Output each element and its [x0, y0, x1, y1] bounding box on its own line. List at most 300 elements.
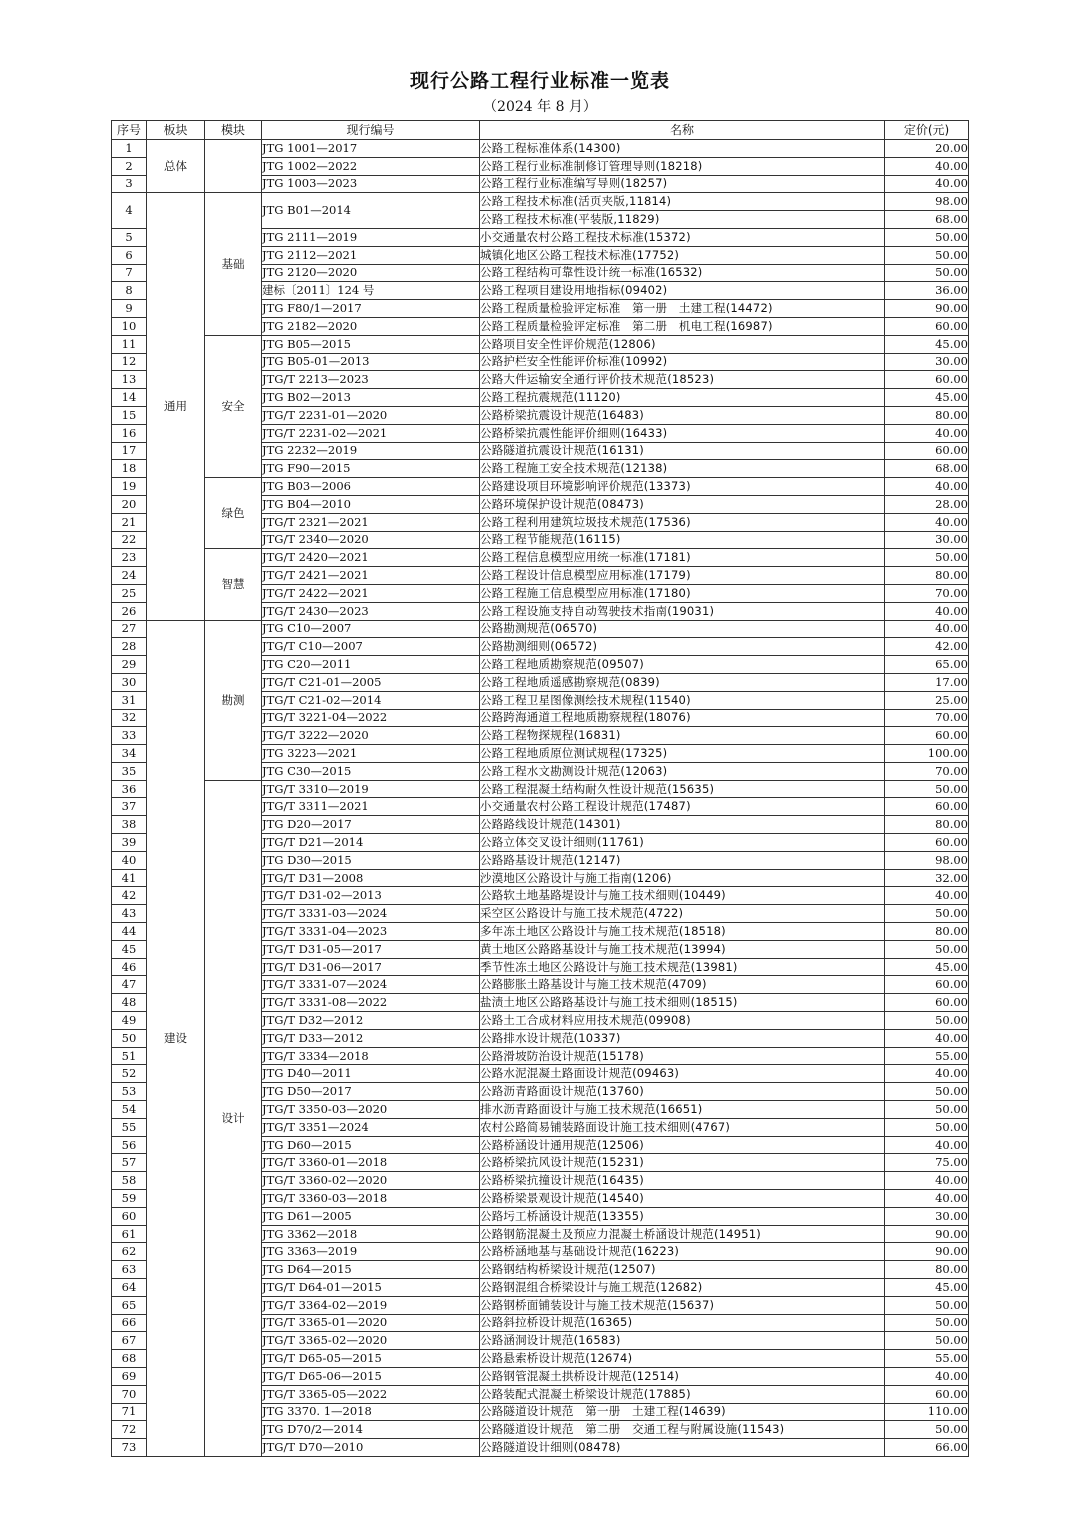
standard-price: 100.00: [885, 745, 969, 763]
standard-price: 50.00: [885, 940, 969, 958]
header-price: 定价(元): [885, 121, 969, 140]
standard-code: JTG/T 3221-04—2022: [262, 709, 480, 727]
standard-code: JTG B04—2010: [262, 495, 480, 513]
row-number: 59: [112, 1190, 147, 1208]
standard-code: JTG/T D31-06—2017: [262, 958, 480, 976]
standard-code: JTG/T 3222—2020: [262, 727, 480, 745]
standard-price: 110.00: [885, 1403, 969, 1421]
row-number: 52: [112, 1065, 147, 1083]
standard-name: 城镇化地区公路工程技术标准(17752): [480, 246, 885, 264]
standard-price: 40.00: [885, 1029, 969, 1047]
standard-code: JTG 2112—2021: [262, 246, 480, 264]
standard-name: 公路桥梁抗撞设计规范(16435): [480, 1172, 885, 1190]
standard-code: JTG/T 2231-01—2020: [262, 406, 480, 424]
standard-code: JTG B05-01—2013: [262, 353, 480, 371]
standard-price: 50.00: [885, 264, 969, 282]
standard-name: 公路工程施工安全技术规范(12138): [480, 460, 885, 478]
standard-code: JTG 2232—2019: [262, 442, 480, 460]
standard-name: 公路护栏安全性能评价标准(10992): [480, 353, 885, 371]
standard-code: JTG/T D33—2012: [262, 1029, 480, 1047]
module-cell: 智慧: [205, 549, 262, 620]
standard-code: JTG/T 3360-02—2020: [262, 1172, 480, 1190]
row-number: 29: [112, 656, 147, 674]
standard-name: 公路工程设计信息模型应用标准(17179): [480, 567, 885, 585]
row-number: 53: [112, 1083, 147, 1101]
standard-price: 45.00: [885, 335, 969, 353]
standard-price: 70.00: [885, 762, 969, 780]
row-number: 62: [112, 1243, 147, 1261]
standard-code: JTG/T 3360-03—2018: [262, 1190, 480, 1208]
standard-price: 80.00: [885, 406, 969, 424]
standard-name: 采空区公路设计与施工技术规范(4722): [480, 905, 885, 923]
standard-code: JTG/T 2420—2021: [262, 549, 480, 567]
standard-code: JTG/T D65-05—2015: [262, 1350, 480, 1368]
standard-code: JTG 1002—2022: [262, 157, 480, 175]
row-number: 67: [112, 1332, 147, 1350]
row-number: 34: [112, 745, 147, 763]
standard-code: JTG C10—2007: [262, 620, 480, 638]
standard-code: JTG 1003—2023: [262, 175, 480, 193]
standard-code: JTG/T C21-02—2014: [262, 691, 480, 709]
table-header-row: [112, 121, 969, 140]
table-row: [112, 549, 969, 567]
standard-price: 45.00: [885, 958, 969, 976]
header-no: 序号: [112, 121, 147, 140]
row-number: 8: [112, 282, 147, 300]
page-title: 现行公路工程行业标准一览表: [409, 70, 670, 92]
row-number: 37: [112, 798, 147, 816]
row-number: 60: [112, 1207, 147, 1225]
row-number: 50: [112, 1029, 147, 1047]
standard-name: 公路钢桥面铺装设计与施工技术规范(15637): [480, 1296, 885, 1314]
standard-code: JTG D64—2015: [262, 1261, 480, 1279]
standard-name: 盐渍土地区公路路基设计与施工技术细则(18515): [480, 994, 885, 1012]
standard-code: JTG D50—2017: [262, 1083, 480, 1101]
row-number: 64: [112, 1279, 147, 1297]
row-number: 47: [112, 976, 147, 994]
standard-name: 公路桥涵地基与基础设计规范(16223): [480, 1243, 885, 1261]
standard-price: 60.00: [885, 976, 969, 994]
standard-code: JTG 3362—2018: [262, 1225, 480, 1243]
standard-name: 公路工程地质勘察规范(09507): [480, 656, 885, 674]
standard-code: JTG D40—2011: [262, 1065, 480, 1083]
standard-price: 80.00: [885, 567, 969, 585]
row-number: 61: [112, 1225, 147, 1243]
standard-price: 80.00: [885, 923, 969, 941]
standard-code: JTG/T 2421—2021: [262, 567, 480, 585]
standard-code: JTG/T D21—2014: [262, 834, 480, 852]
standard-code: JTG B01—2014: [262, 193, 480, 229]
standard-price: 30.00: [885, 353, 969, 371]
standard-price: 50.00: [885, 1296, 969, 1314]
row-number: 12: [112, 353, 147, 371]
standard-name: 公路工程结构可靠性设计统一标准(16532): [480, 264, 885, 282]
standard-price: 30.00: [885, 531, 969, 549]
standard-code: JTG/T C10—2007: [262, 638, 480, 656]
row-number: 6: [112, 246, 147, 264]
standard-price: 45.00: [885, 389, 969, 407]
table-row: [112, 780, 969, 798]
module-cell: 基础: [205, 193, 262, 335]
module-cell: 安全: [205, 335, 262, 477]
standard-code: JTG/T 3331-04—2023: [262, 923, 480, 941]
row-number: 44: [112, 923, 147, 941]
standard-price: 40.00: [885, 513, 969, 531]
standard-code: JTG/T D64-01—2015: [262, 1279, 480, 1297]
page-subtitle: （2024 年 8 月）: [483, 99, 597, 115]
standard-price: 60.00: [885, 317, 969, 335]
row-number: 42: [112, 887, 147, 905]
standard-code: JTG B02—2013: [262, 389, 480, 407]
standard-price: 30.00: [885, 1207, 969, 1225]
standard-price: 40.00: [885, 478, 969, 496]
row-number: 13: [112, 371, 147, 389]
standard-name: 公路工程行业标准制修订管理导则(18218): [480, 157, 885, 175]
standard-price: 40.00: [885, 157, 969, 175]
standard-price: 28.00: [885, 495, 969, 513]
row-number: 26: [112, 602, 147, 620]
header-code: 现行编号: [262, 121, 480, 140]
standard-name: 公路工程质量检验评定标准 第一册 土建工程(14472): [480, 300, 885, 318]
standard-price: 40.00: [885, 1065, 969, 1083]
standard-price: 50.00: [885, 1421, 969, 1439]
row-number: 31: [112, 691, 147, 709]
row-number: 3: [112, 175, 147, 193]
standard-name: 公路钢混组合桥梁设计与施工规范(12682): [480, 1279, 885, 1297]
row-number: 10: [112, 317, 147, 335]
row-number: 14: [112, 389, 147, 407]
standard-price: 40.00: [885, 1172, 969, 1190]
standard-price: 70.00: [885, 709, 969, 727]
row-number: 54: [112, 1101, 147, 1119]
standard-name: 农村公路简易铺装路面设计施工技术细则(4767): [480, 1118, 885, 1136]
standard-code: JTG/T D65-06—2015: [262, 1367, 480, 1385]
standard-name: 季节性冻土地区公路设计与施工技术规范(13981): [480, 958, 885, 976]
standard-price: 25.00: [885, 691, 969, 709]
standard-price: 32.00: [885, 869, 969, 887]
module-cell: 绿色: [205, 478, 262, 549]
section-cell: 建设: [147, 620, 205, 1456]
standard-code: JTG C30—2015: [262, 762, 480, 780]
standard-name: 公路桥涵设计通用规范(12506): [480, 1136, 885, 1154]
standard-code: JTG/T 3365-02—2020: [262, 1332, 480, 1350]
row-number: 36: [112, 780, 147, 798]
header-name: 名称: [480, 121, 885, 140]
standard-name: 公路桥梁抗震性能评价细则(16433): [480, 424, 885, 442]
standard-code: JTG/T 2340—2020: [262, 531, 480, 549]
standard-name: 公路斜拉桥设计规范(16365): [480, 1314, 885, 1332]
standard-name: 公路环境保护设计规范(08473): [480, 495, 885, 513]
standard-name: 公路桥梁景观设计规范(14540): [480, 1190, 885, 1208]
standard-code: JTG/T 3331-03—2024: [262, 905, 480, 923]
standard-price: 60.00: [885, 1385, 969, 1403]
row-number: 4: [112, 193, 147, 229]
standard-price: 90.00: [885, 1225, 969, 1243]
standard-name: 多年冻土地区公路设计与施工技术规范(18518): [480, 923, 885, 941]
standard-name: 公路工程抗震规范(11120): [480, 389, 885, 407]
standard-code: JTG/T 3365-01—2020: [262, 1314, 480, 1332]
standard-price: 75.00: [885, 1154, 969, 1172]
standard-code: JTG D70/2—2014: [262, 1421, 480, 1439]
row-number: 49: [112, 1012, 147, 1030]
standard-price: 98.00: [885, 851, 969, 869]
standard-name: 公路装配式混凝土桥梁设计规范(17885): [480, 1385, 885, 1403]
standard-price: 40.00: [885, 175, 969, 193]
standard-code: JTG/T 3331-07—2024: [262, 976, 480, 994]
standards-table: [111, 120, 969, 1457]
row-number: 68: [112, 1350, 147, 1368]
row-number: 72: [112, 1421, 147, 1439]
standard-price: 90.00: [885, 300, 969, 318]
row-number: 73: [112, 1439, 147, 1457]
standard-price: 68.00: [885, 460, 969, 478]
standard-code: JTG/T 2213—2023: [262, 371, 480, 389]
module-cell: 设计: [205, 780, 262, 1456]
standard-code: JTG 3223—2021: [262, 745, 480, 763]
standard-name: 公路隧道设计规范 第一册 土建工程(14639): [480, 1403, 885, 1421]
standard-name: 公路钢管混凝土拱桥设计规范(12514): [480, 1367, 885, 1385]
standard-price: 68.00: [885, 211, 969, 229]
row-number: 58: [112, 1172, 147, 1190]
standard-name: 排水沥青路面设计与施工技术规范(16651): [480, 1101, 885, 1119]
standard-code: JTG/T 3360-01—2018: [262, 1154, 480, 1172]
row-number: 39: [112, 834, 147, 852]
standard-name: 公路桥梁抗震设计规范(16483): [480, 406, 885, 424]
standard-name: 公路工程施工信息模型应用标准(17180): [480, 584, 885, 602]
standard-name: 公路滑坡防治设计规范(15178): [480, 1047, 885, 1065]
row-number: 11: [112, 335, 147, 353]
standard-price: 40.00: [885, 1190, 969, 1208]
standard-code: JTG/T 3334—2018: [262, 1047, 480, 1065]
standard-name: 公路工程混凝土结构耐久性设计规范(15635): [480, 780, 885, 798]
standard-name: 公路土工合成材料应用技术规范(09908): [480, 1012, 885, 1030]
standard-price: 60.00: [885, 994, 969, 1012]
standard-code: JTG/T 3311—2021: [262, 798, 480, 816]
standard-price: 17.00: [885, 673, 969, 691]
standard-price: 45.00: [885, 1279, 969, 1297]
standard-name: 公路工程信息模型应用统一标准(17181): [480, 549, 885, 567]
standard-name: 小交通量农村公路工程技术标准(15372): [480, 228, 885, 246]
standard-code: JTG F90—2015: [262, 460, 480, 478]
standard-price: 55.00: [885, 1350, 969, 1368]
row-number: 63: [112, 1261, 147, 1279]
standard-code: JTG F80/1—2017: [262, 300, 480, 318]
standard-name: 公路沥青路面设计规范(13760): [480, 1083, 885, 1101]
row-number: 51: [112, 1047, 147, 1065]
standard-code: JTG 2111—2019: [262, 228, 480, 246]
row-number: 5: [112, 228, 147, 246]
standard-code: JTG/T 3331-08—2022: [262, 994, 480, 1012]
standard-code: 建标〔2011〕124 号: [262, 282, 480, 300]
standard-price: 98.00: [885, 193, 969, 211]
standard-price: 50.00: [885, 246, 969, 264]
row-number: 35: [112, 762, 147, 780]
standard-price: 40.00: [885, 424, 969, 442]
standard-code: JTG/T 3364-02—2019: [262, 1296, 480, 1314]
standard-price: 60.00: [885, 442, 969, 460]
standard-code: JTG/T D32—2012: [262, 1012, 480, 1030]
standard-price: 80.00: [885, 816, 969, 834]
row-number: 2: [112, 157, 147, 175]
standard-price: 90.00: [885, 1243, 969, 1261]
row-number: 65: [112, 1296, 147, 1314]
standard-name: 公路水泥混凝土路面设计规范(09463): [480, 1065, 885, 1083]
standard-name: 公路工程标准体系(14300): [480, 140, 885, 158]
standard-code: JTG 3370. 1—2018: [262, 1403, 480, 1421]
standard-code: JTG/T D31-05—2017: [262, 940, 480, 958]
standard-price: 20.00: [885, 140, 969, 158]
standard-name: 公路项目安全性评价规范(12806): [480, 335, 885, 353]
standard-name: 公路隧道设计细则(08478): [480, 1439, 885, 1457]
standard-price: 60.00: [885, 834, 969, 852]
table-body: [112, 140, 969, 1457]
section-cell: 总体: [147, 140, 205, 193]
row-number: 69: [112, 1367, 147, 1385]
standard-code: JTG B03—2006: [262, 478, 480, 496]
standard-name: 公路工程利用建筑垃圾技术规范(17536): [480, 513, 885, 531]
module-cell: [205, 140, 262, 193]
standard-name: 公路悬索桥设计规范(12674): [480, 1350, 885, 1368]
standard-price: 50.00: [885, 905, 969, 923]
row-number: 40: [112, 851, 147, 869]
table-row: [112, 620, 969, 638]
standard-name: 公路立体交叉设计细则(11761): [480, 834, 885, 852]
standard-price: 40.00: [885, 887, 969, 905]
header-module: 模块: [205, 121, 262, 140]
row-number: 9: [112, 300, 147, 318]
standard-name: 公路膨胀土路基设计与施工技术规范(4709): [480, 976, 885, 994]
standard-name: 公路工程地质原位测试规程(17325): [480, 745, 885, 763]
standard-code: JTG/T C21-01—2005: [262, 673, 480, 691]
standard-code: JTG/T D31-02—2013: [262, 887, 480, 905]
standard-name: 公路圬工桥涵设计规范(13355): [480, 1207, 885, 1225]
standard-price: 42.00: [885, 638, 969, 656]
standard-code: JTG B05—2015: [262, 335, 480, 353]
row-number: 21: [112, 513, 147, 531]
standard-price: 60.00: [885, 798, 969, 816]
standard-name: 公路软土地基路堤设计与施工技术细则(10449): [480, 887, 885, 905]
standard-code: JTG/T D70—2010: [262, 1439, 480, 1457]
row-number: 70: [112, 1385, 147, 1403]
row-number: 33: [112, 727, 147, 745]
standard-name: 沙漠地区公路设计与施工指南(1206): [480, 869, 885, 887]
row-number: 43: [112, 905, 147, 923]
table-row: [112, 193, 969, 211]
table-row: [112, 335, 969, 353]
standard-code: JTG/T 3351—2024: [262, 1118, 480, 1136]
standard-name: 公路大件运输安全通行评价技术规范(18523): [480, 371, 885, 389]
section-cell: 通用: [147, 193, 205, 620]
standard-name: 公路跨海通道工程地质勘察规程(18076): [480, 709, 885, 727]
standard-name: 公路钢筋混凝土及预应力混凝土桥涵设计规范(14951): [480, 1225, 885, 1243]
standard-code: JTG 2120—2020: [262, 264, 480, 282]
row-number: 55: [112, 1118, 147, 1136]
standard-name: 公路工程技术标准(活页夹版,11814): [480, 193, 885, 211]
row-number: 17: [112, 442, 147, 460]
row-number: 19: [112, 478, 147, 496]
standard-code: JTG/T 3350-03—2020: [262, 1101, 480, 1119]
standard-price: 36.00: [885, 282, 969, 300]
row-number: 15: [112, 406, 147, 424]
standard-name: 公路工程质量检验评定标准 第二册 机电工程(16987): [480, 317, 885, 335]
standard-name: 公路排水设计规范(10337): [480, 1029, 885, 1047]
table-row: [112, 478, 969, 496]
standard-code: JTG/T 3310—2019: [262, 780, 480, 798]
standard-name: 公路工程卫星图像测绘技术规程(11540): [480, 691, 885, 709]
standard-name: 公路工程设施支持自动驾驶技术指南(19031): [480, 602, 885, 620]
row-number: 32: [112, 709, 147, 727]
row-number: 38: [112, 816, 147, 834]
standard-price: 50.00: [885, 228, 969, 246]
standard-price: 70.00: [885, 584, 969, 602]
standard-price: 50.00: [885, 780, 969, 798]
standard-code: JTG D61—2005: [262, 1207, 480, 1225]
standard-price: 50.00: [885, 1012, 969, 1030]
standard-price: 50.00: [885, 549, 969, 567]
row-number: 1: [112, 140, 147, 158]
standard-name: 公路路基设计规范(12147): [480, 851, 885, 869]
standard-price: 40.00: [885, 620, 969, 638]
standard-code: JTG D60—2015: [262, 1136, 480, 1154]
standard-price: 66.00: [885, 1439, 969, 1457]
standard-price: 50.00: [885, 1101, 969, 1119]
standard-name: 公路工程物探规程(16831): [480, 727, 885, 745]
table-row: [112, 140, 969, 158]
standard-code: JTG D30—2015: [262, 851, 480, 869]
standard-name: 公路工程水文勘测设计规范(12063): [480, 762, 885, 780]
standard-name: 公路勘测细则(06572): [480, 638, 885, 656]
standard-price: 40.00: [885, 602, 969, 620]
module-cell: 勘测: [205, 620, 262, 780]
standard-code: JTG 2182—2020: [262, 317, 480, 335]
standard-code: JTG/T 2231-02—2021: [262, 424, 480, 442]
row-number: 25: [112, 584, 147, 602]
standard-code: JTG/T 2321—2021: [262, 513, 480, 531]
row-number: 18: [112, 460, 147, 478]
standard-name: 黄土地区公路路基设计与施工技术规范(13994): [480, 940, 885, 958]
row-number: 46: [112, 958, 147, 976]
standard-name: 公路工程节能规范(16115): [480, 531, 885, 549]
row-number: 45: [112, 940, 147, 958]
row-number: 28: [112, 638, 147, 656]
standard-price: 60.00: [885, 727, 969, 745]
standard-price: 60.00: [885, 371, 969, 389]
row-number: 57: [112, 1154, 147, 1172]
standard-name: 公路隧道抗震设计规范(16131): [480, 442, 885, 460]
standard-code: JTG C20—2011: [262, 656, 480, 674]
standard-name: 公路工程项目建设用地指标(09402): [480, 282, 885, 300]
row-number: 48: [112, 994, 147, 1012]
standard-name: 公路工程行业标准编写导则(18257): [480, 175, 885, 193]
standard-name: 公路工程地质遥感勘察规范(0839): [480, 673, 885, 691]
standard-code: JTG/T D31—2008: [262, 869, 480, 887]
row-number: 66: [112, 1314, 147, 1332]
standard-price: 50.00: [885, 1083, 969, 1101]
standard-name: 公路桥梁抗风设计规范(15231): [480, 1154, 885, 1172]
standard-code: JTG/T 2422—2021: [262, 584, 480, 602]
standard-code: JTG 3363—2019: [262, 1243, 480, 1261]
standard-name: 公路勘测规范(06570): [480, 620, 885, 638]
standard-price: 55.00: [885, 1047, 969, 1065]
standard-name: 公路钢结构桥梁设计规范(12507): [480, 1261, 885, 1279]
standard-name: 公路隧道设计规范 第二册 交通工程与附属设施(11543): [480, 1421, 885, 1439]
row-number: 27: [112, 620, 147, 638]
standard-name: 公路建设项目环境影响评价规范(13373): [480, 478, 885, 496]
row-number: 20: [112, 495, 147, 513]
standard-price: 80.00: [885, 1261, 969, 1279]
row-number: 23: [112, 549, 147, 567]
standard-name: 公路涵洞设计规范(16583): [480, 1332, 885, 1350]
